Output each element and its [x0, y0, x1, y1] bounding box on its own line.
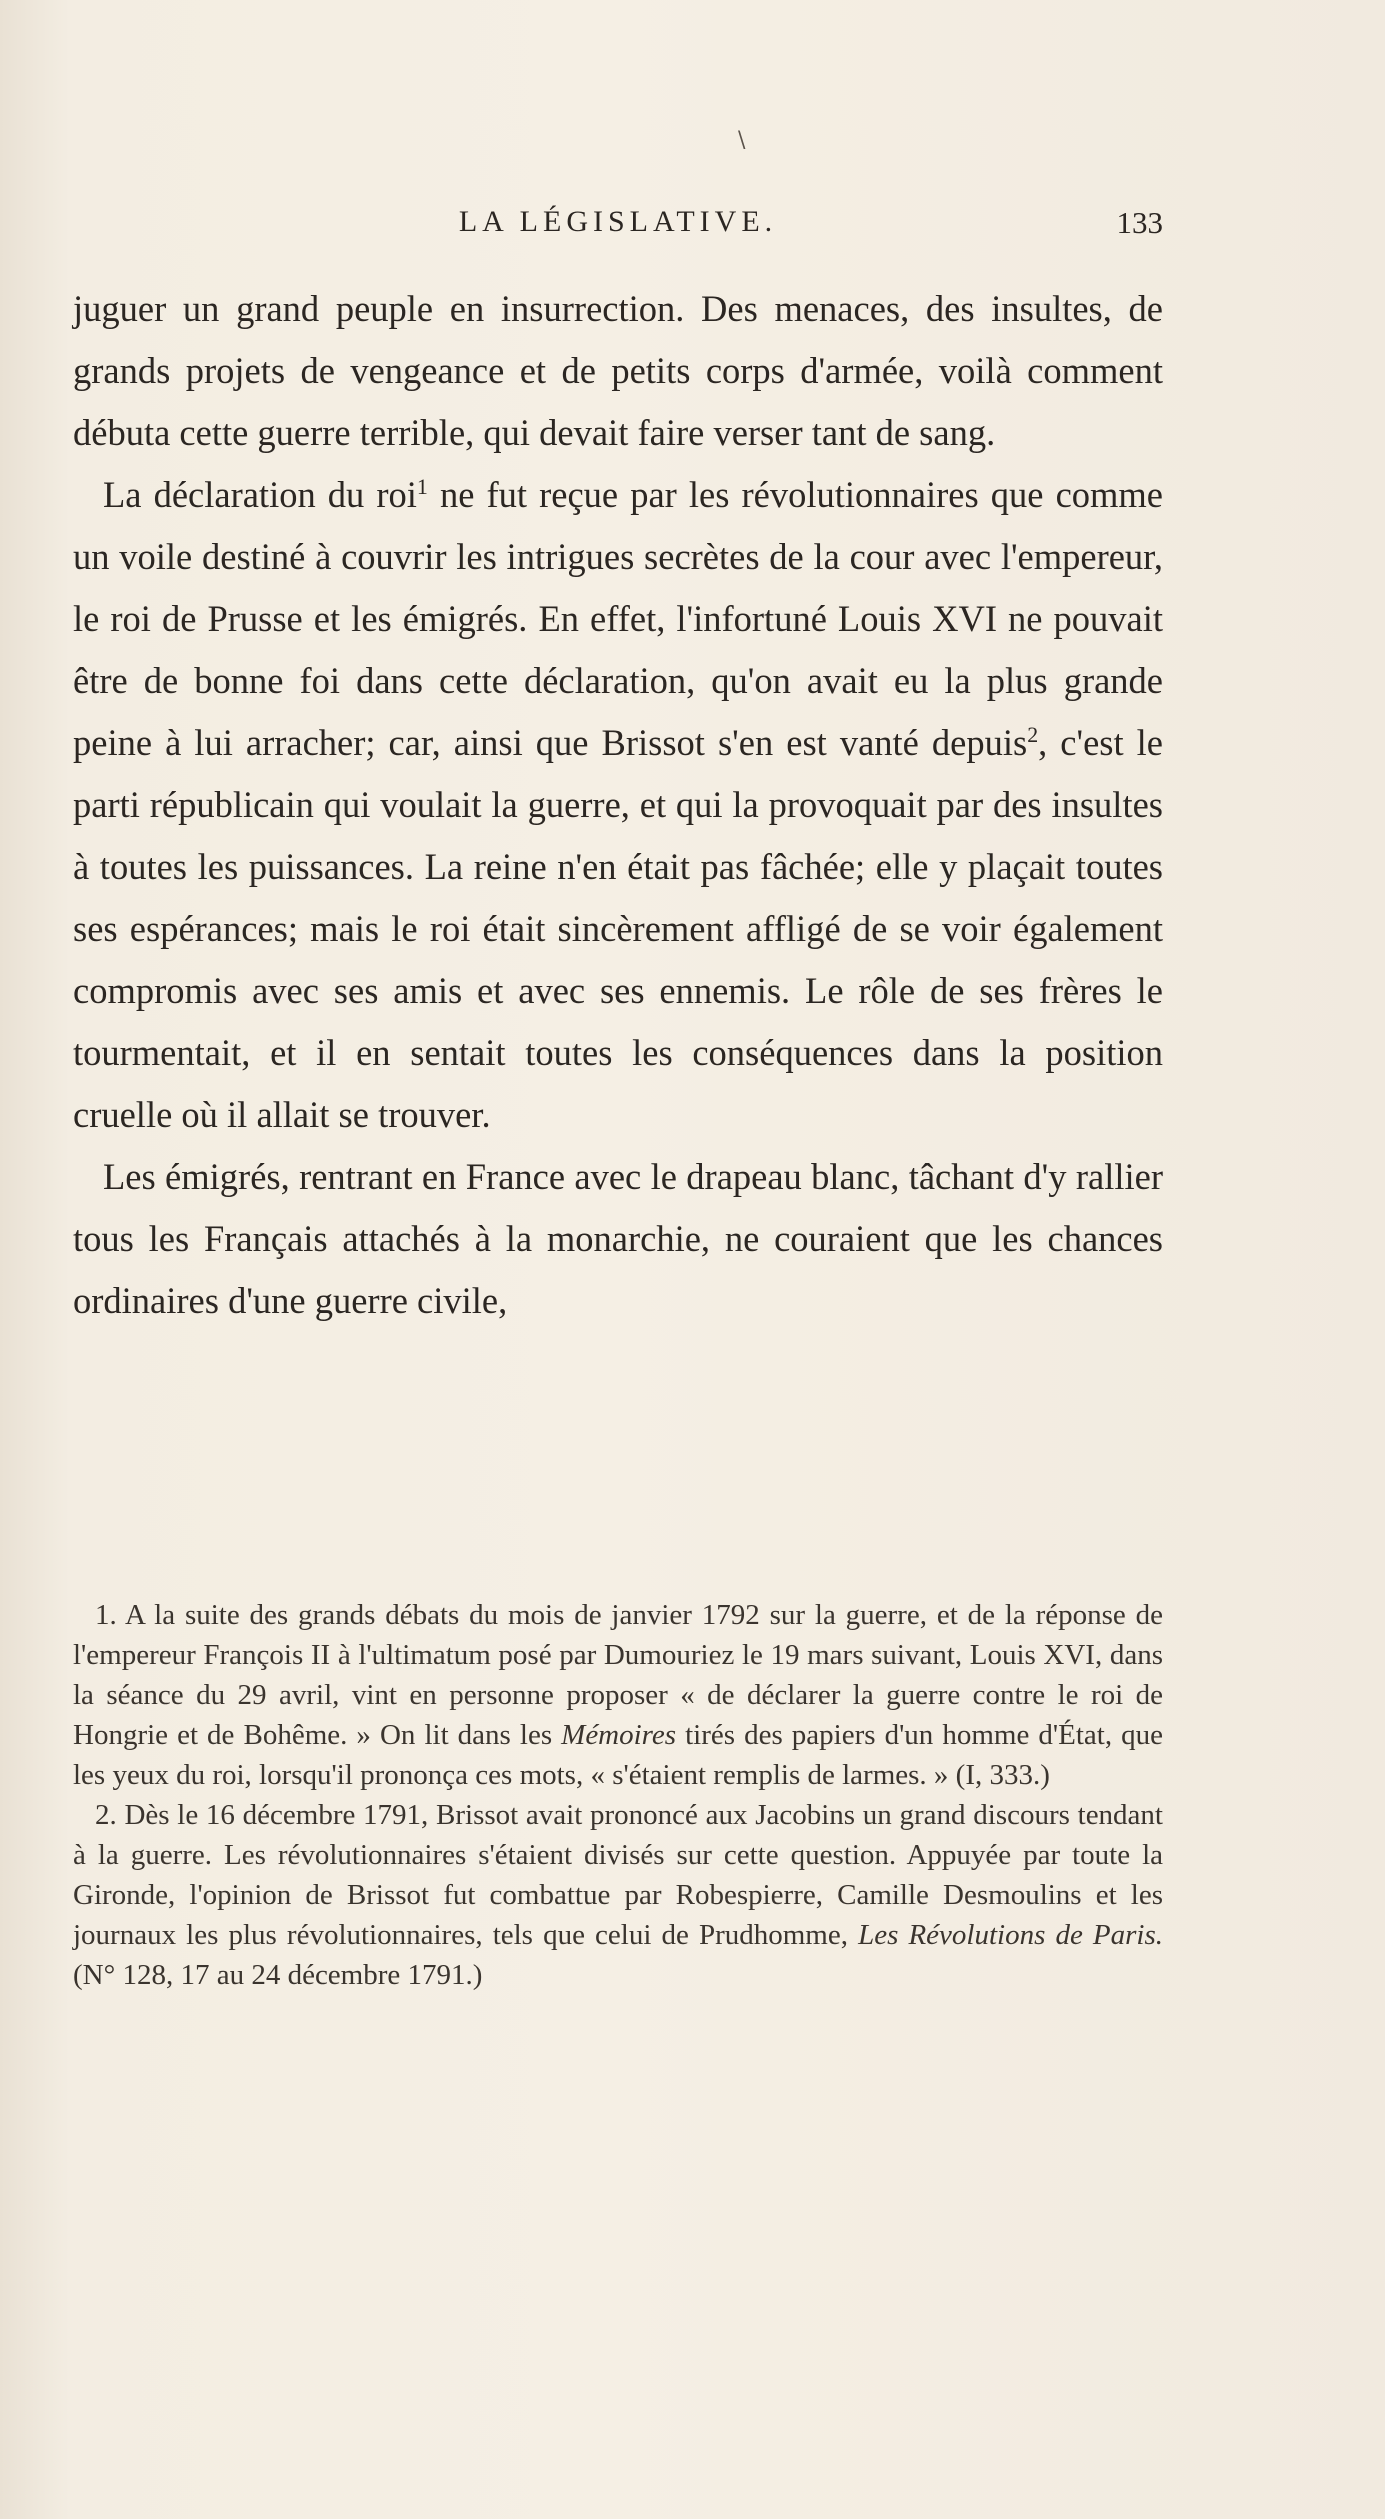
footnote-2: [73, 1795, 1163, 1995]
footnote-1: [73, 1595, 1163, 1795]
paragraph-2-part-b: ne fut reçue par les révolutionnaires que comme un voile destiné à couvrir les intrigues secrètes de la cour avec l'empereur, le roi de Prusse et les émigrés. En effet, l'infortuné Louis XVI ne pouvait être de bonne foi dans cette déclaration, qu'on avait eu la plus grande peine à lui arracher; car, ainsi que Brissot s'en est vanté depuis: [73, 474, 1163, 763]
footnote-ref-2: 2: [1027, 721, 1039, 747]
main-text: [73, 278, 1163, 1332]
footnote-2-part-a: 2. Dès le 16 décembre 1791, Brissot avait prononcé aux Jacobins un grand discours tendant à la guerre. Les révolutionnaires s'étaient divisés sur cette question. Appuyée par toute la Gironde, l'opinion de Brissot fut combattue par Robespierre, Camille Desmoulins et les journaux les plus révolutionnaires, tels que celui de Prudhomme,: [73, 1799, 1163, 1951]
running-title: LA LÉGISLATIVE.: [458, 205, 778, 238]
footnote-1-italic: Mémoires: [561, 1719, 677, 1751]
footnotes: [73, 1595, 1163, 1995]
footnote-1-part-a: 1. A la suite des grands débats du mois de janvier 1792 sur la guerre, et de la réponse de l'empereur François II à l'ultimatum posé par Dumouriez le 19 mars suivant, Louis XVI, dans la séance du 29 avril, vint en personne proposer « de déclarer la guerre contre le roi de Hongrie et de Bohême. » On lit dans les: [73, 1599, 1163, 1751]
page-header: [73, 205, 1163, 255]
footnote-2-part-b: (N° 128, 17 au 24 décembre 1791.): [73, 1959, 483, 1991]
paragraph-2: [73, 464, 1163, 1146]
footnote-2-italic: Les Révolutions de Paris.: [858, 1919, 1164, 1951]
paragraph-3: Les émigrés, rentrant en France avec le drapeau blanc, tâchant d'y rallier tous les Français attachés à la monarchie, ne couraient que les chances ordinaires d'une guerre civile,: [73, 1156, 1163, 1321]
paragraph-2-part-a: La déclaration du roi: [103, 474, 417, 515]
footnote-1-part-b: tirés des papiers d'un homme d'État, que les yeux du roi, lorsqu'il prononça ces mots, « s'étaient remplis de larmes. » (I, 333.): [73, 1719, 1163, 1791]
paragraph-1: juguer un grand peuple en insurrection. Des menaces, des insultes, de grands projets de vengeance et de petits corps d'armée, voilà comment débuta cette guerre terrible, qui devait faire verser tant de sang.: [73, 288, 1163, 453]
footnote-ref-1: 1: [416, 473, 428, 499]
page-number: 133: [1116, 205, 1163, 240]
ink-mark: \: [738, 128, 746, 153]
paragraph-2-part-c: , c'est le parti républicain qui voulait la guerre, et qui la provoquait par des insultes à toutes les puissances. La reine n'en était pas fâchée; elle y plaçait toutes ses espérances; mais le roi était sincèrement affligé de se voir également compromis avec ses amis et avec ses ennemis. Le rôle de ses frères le tourmentait, et il en sentait toutes les conséquences dans la position cruelle où il allait se trouver.: [73, 722, 1163, 1135]
